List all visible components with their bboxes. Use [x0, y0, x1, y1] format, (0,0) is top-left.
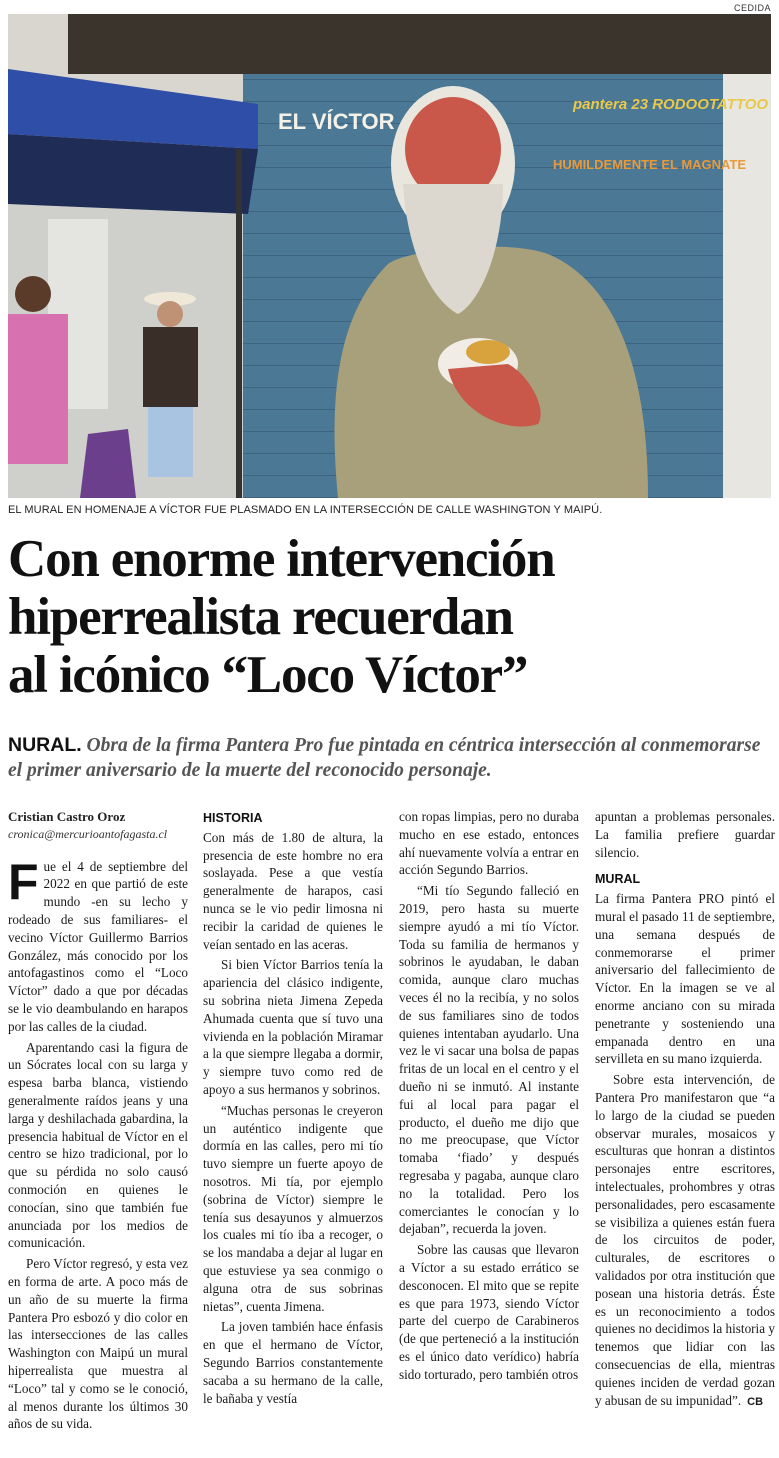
paragraph: “Muchas personas le creyeron un auténtico indigente que dormía en las calles, pero mi tío tuvo siempre un fuerte apoyo de nosotros. Mi tía, por ejemplo (sobrina de Víctor) siempre le tenía sus desayunos y almuerzos los cuales mi tío iba a recoger, o se los mandaba a dejar al lugar en que estuviese ya sea conmigo o alguna otra de sus sobrinas nietas”, cuenta Jimena.	[203, 1102, 383, 1314]
paragraph	[595, 1071, 775, 1411]
paragraph: La joven también hace énfasis en que el hermano de Víctor, Segundo Barrios constantemente sacaba a su hermano de la calle, le bañaba y vestía	[203, 1319, 383, 1406]
mural-name-text: EL VÍCTOR	[278, 109, 395, 134]
end-mark: CB	[747, 1395, 764, 1408]
paragraph-text: ue el 4 de septiembre del 2022 en que partió de este mundo -en su lecho y rodeado de sus familiares- el vecino Víctor Guillermo Barrios González, más conocido por los antofagastinos como el “Loco Víctor” dado a que por décadas se le vio deambulando en harapos por las calles de la ciudad.	[8, 858, 188, 1034]
paragraph: con ropas limpias, pero no duraba mucho en ese estado, entonces ahí nuevamente volvía a entrar en acción Segundo Barrios.	[399, 809, 579, 878]
drop-cap: F	[8, 853, 39, 910]
deck	[8, 733, 771, 783]
mural-signature-text: pantera 23 RODOOTATTOO	[573, 96, 769, 113]
byline-email: cronica@mercurioantofagasta.cl	[8, 826, 168, 841]
deck-text: Obra de la firma Pantera Pro fue pintada en céntrica intersección al conmemorarse el primer aniversario de la muerte del reconocido personaje.	[8, 735, 761, 781]
column-1	[8, 808, 188, 1436]
paragraph: Con más de 1.80 de altura, la presencia de este hombre no era soslayada. Pese a que vestía generalmente de harapos, casi nunca se le vio pedir limosna ni recibir la caridad de quienes le veían sentado en las aceras.	[203, 829, 383, 952]
mural-photo	[8, 14, 771, 498]
subhead-historia: HISTORIA	[203, 811, 263, 825]
paragraph	[8, 853, 188, 1036]
paragraph: Si bien Víctor Barrios tenía la apariencia del clásico indigente, su sobrina nieta Jimena Zepeda Ahumada cuenta que sí tuvo una vivienda en la población Miramar a la que siempre llegaba a dormir, y siempre tuvo como red de apoyo a sus hermanos y sobrinos.	[203, 957, 383, 1097]
mural-illustration	[8, 14, 771, 498]
headline-line-2: hiperrealista recuerdan	[8, 588, 513, 646]
paragraph: Aparentando casi la figura de un Sócrates local con su larga y espesa barba blanca, vistiendo generalmente raídos jeans y una larga y deshilachada gabardina, la presencia habitual de Víctor en el centro se hizo tradicional, por lo que su pérdida no solo causó conmoción en quienes le conocían, sino que también fue anunciada por los medios de comunicación.	[8, 1039, 188, 1251]
photo-credit: CEDIDA	[733, 3, 771, 13]
headline-line-3: al icónico “Loco Víctor”	[8, 646, 528, 704]
byline-author: Cristian Castro Oroz	[8, 809, 126, 824]
headline-line-1: Con enorme intervención	[8, 530, 555, 588]
headline	[8, 530, 771, 704]
paragraph: “Mi tío Segundo falleció en 2019, pero hasta su muerte siempre ayudó a mi tío Víctor. Toda su familia de hermanos y sobrinos le ayudaban, le daban comida, aunque claro muchas veces él no la recibía, y no solos de sus familiares sino de todos quienes intentaban ayudarlo. Una vez le vi sacar una bolsa de papas fritas de un local en el centro y el dueño ni se inmutó. Al instante fui al local para pagar el producto, el dueño me dijo que no me preocupase, que Víctor tomaba ‘fiado’ y después regresaba y pagaba, aunque claro no la totalidad. Pero los comerciantes le conocían y lo dejaban”, recuerda la joven.	[399, 883, 579, 1237]
subhead-mural: MURAL	[595, 872, 641, 887]
mural-slogan-text: HUMILDEMENTE EL MAGNATE	[553, 157, 747, 172]
paragraph: La firma Pantera PRO pintó el mural el pasado 11 de septiembre, una semana después de conmemorarse el primer aniversario del fallecimiento de Víctor. En la imagen se ve al enorme anciano con su mirada penetrante y sosteniendo una empanada dentro en una servilleta en su mano izquierda.	[595, 891, 775, 1067]
paragraph: Pero Víctor regresó, y esta vez en forma de arte. A poco más de un año de su muerte la firma Pantera Pro esbozó y dio color en las intersecciones de las calles Washington con Maipú un mural hiperrealista que muestra al “Loco” tal y como se le conoció, al menos durante los últimos 30 años de su vida.	[8, 1256, 188, 1432]
paragraph: Sobre las causas que llevaron a Víctor a su estado errático se desconocen. El mito que se repite es que para 1973, siendo Víctor parte del cuerpo de Carabineros (de que perteneció a la institución es el único dato verídico) habría sido torturado, pero también otros	[399, 1242, 579, 1382]
column-4	[595, 808, 775, 1414]
paragraph: apuntan a problemas personales. La familia prefiere guardar silencio.	[595, 809, 775, 860]
photo-caption: EL MURAL EN HOMENAJE A VÍCTOR FUE PLASMADO EN LA INTERSECCIÓN DE CALLE WASHINGTON Y MAIPÚ.	[8, 504, 603, 516]
column-2	[203, 808, 383, 1410]
deck-kicker: NURAL.	[8, 734, 82, 756]
paragraph-text: Sobre esta intervención, de Pantera Pro manifestaron que “a lo largo de la ciudad se pueden observar murales, mosaicos y esculturas que honran a distintos personajes entre escritores, intelectuales, prohombres y otras personalidades, pero escasamente se visibiliza a quienes están fuera de los circuitos de poder, culturales, de escritores o validados por otra institución que posean una historia detrás. Éste es un reconocimiento a todos quienes no decidimos la historia y tenemos que lidiar con las consecuencias de ella, mientras quienes inciden de verdad gozan y abusan de su impunidad”.	[595, 1072, 775, 1408]
column-3	[399, 808, 579, 1387]
